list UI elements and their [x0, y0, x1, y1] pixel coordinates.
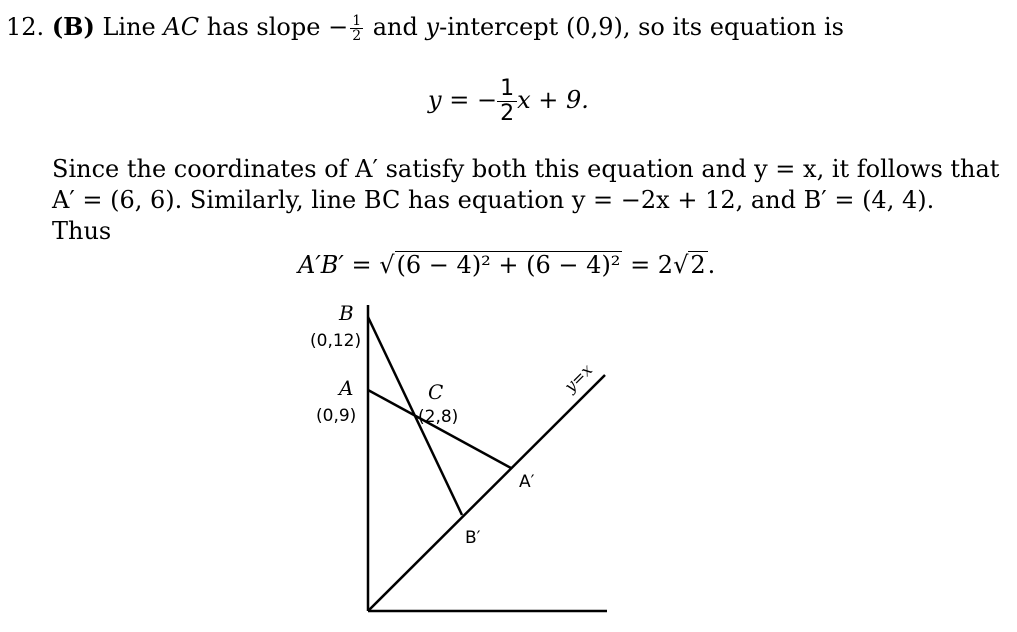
geometry-figure [295, 295, 625, 625]
equals-sign: = [449, 86, 470, 114]
paragraph-line-1: Since the coordinates of A′ satisfy both this equation and y = x, it follows that [52, 155, 1000, 183]
distance-equation [298, 250, 715, 280]
intro-text: has slope [206, 13, 321, 41]
intro-text: and [372, 13, 418, 41]
equation-lhs: A′B′ = [298, 251, 372, 279]
label-line-y-equals-x: y=x [560, 360, 597, 396]
intro-text: Line [102, 13, 156, 41]
fraction-numerator: 1 [352, 13, 362, 29]
minus-sign: − [476, 86, 498, 114]
label-C: C [428, 380, 444, 404]
equation-rhs: = 2 [630, 251, 674, 279]
label-C-coords: (2,8) [418, 407, 459, 427]
sqrt-sign: √ [673, 251, 689, 279]
equation-fraction [497, 77, 517, 126]
equation-rest: x + 9. [517, 86, 589, 114]
paragraph-line-3: Thus [52, 217, 112, 245]
label-B-coords: (0,12) [310, 331, 362, 351]
fraction-numerator: 1 [497, 77, 517, 102]
fraction-denominator: 2 [352, 28, 362, 44]
label-A: A [339, 376, 354, 400]
period: . [707, 251, 716, 279]
label-A-prime: A′ [519, 472, 535, 492]
intro-text: -intercept (0,9), so its equation is [439, 13, 844, 41]
sqrt-sign: √ [379, 251, 395, 279]
radicand: 2 [690, 251, 706, 279]
answer-choice: (B) [51, 12, 95, 41]
problem-intro [6, 12, 844, 43]
label-A-coords: (0,9) [316, 406, 357, 426]
minus-sign: − [328, 13, 349, 41]
problem-number: 12. [6, 13, 45, 41]
line-name: AC [163, 13, 200, 41]
radicand: (6 − 4)² + (6 − 4)² [396, 251, 621, 279]
equation-lhs: y [428, 86, 442, 114]
label-B: B [339, 301, 354, 325]
variable-y: y [425, 13, 440, 41]
paragraph-line-2: A′ = (6, 6). Similarly, line BC has equation y = −2x + 12, and B′ = (4, 4). [52, 186, 935, 214]
equation-line-ac [428, 70, 589, 130]
fraction-denominator: 2 [500, 101, 515, 126]
label-B-prime: B′ [465, 528, 481, 548]
slope-fraction [350, 14, 363, 43]
